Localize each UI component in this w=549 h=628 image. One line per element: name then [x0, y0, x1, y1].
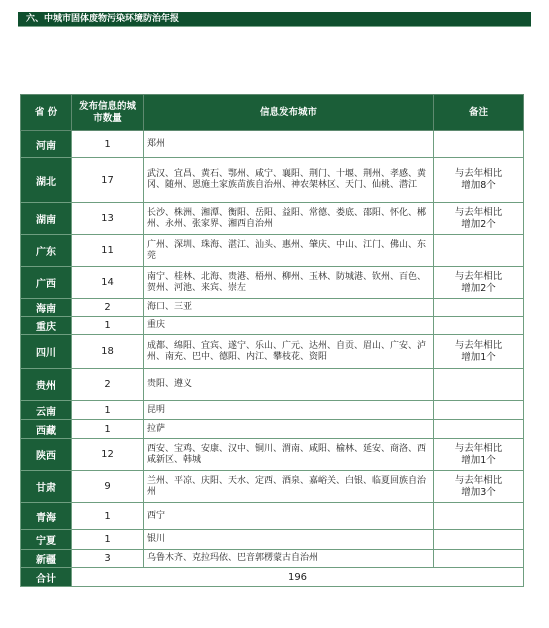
row-cities: 广州、深圳、珠海、湛江、汕头、惠州、肇庆、中山、江门、佛山、东莞 [144, 235, 434, 267]
row-cities: 西宁 [144, 503, 434, 530]
row-note [434, 503, 524, 530]
row-cities: 乌鲁木齐、克拉玛依、巴音郭楞蒙古自治州 [144, 550, 434, 568]
total-label: 合计 [21, 568, 72, 587]
table-header-row [21, 95, 524, 131]
table-row [21, 471, 524, 503]
row-province: 宁夏 [21, 530, 72, 550]
row-cities: 成都、绵阳、宜宾、遂宁、乐山、广元、达州、自贡、眉山、广安、泸州、南充、巴中、德阳、内江、攀枝花、资阳 [144, 335, 434, 369]
row-count: 14 [72, 267, 144, 299]
header-note: 备注 [434, 95, 524, 131]
row-cities: 兰州、平凉、庆阳、天水、定西、酒泉、嘉峪关、白银、临夏回族自治州 [144, 471, 434, 503]
row-count: 1 [72, 401, 144, 420]
table-row [21, 158, 524, 203]
row-note: 与去年相比 增加2个 [434, 203, 524, 235]
row-count: 9 [72, 471, 144, 503]
row-note [434, 550, 524, 568]
row-province: 广东 [21, 235, 72, 267]
table-row [21, 317, 524, 335]
row-cities: 海口、三亚 [144, 299, 434, 317]
table-footer-row [21, 568, 524, 587]
row-note [434, 317, 524, 335]
table-row [21, 420, 524, 439]
row-cities: 昆明 [144, 401, 434, 420]
row-count: 12 [72, 439, 144, 471]
row-count: 2 [72, 299, 144, 317]
table-row [21, 267, 524, 299]
row-note [434, 299, 524, 317]
row-province: 海南 [21, 299, 72, 317]
table-row [21, 203, 524, 235]
row-count: 18 [72, 335, 144, 369]
header-count: 发布信息的城 市数量 [72, 95, 144, 131]
row-count: 1 [72, 530, 144, 550]
row-note [434, 401, 524, 420]
row-province: 四川 [21, 335, 72, 369]
table-row [21, 550, 524, 568]
row-note [434, 369, 524, 401]
row-province: 青海 [21, 503, 72, 530]
table-row [21, 401, 524, 420]
row-note: 与去年相比 增加2个 [434, 267, 524, 299]
row-cities: 长沙、株洲、湘潭、衡阳、岳阳、益阳、常德、娄底、邵阳、怀化、郴州、永州、张家界、湘西自治州 [144, 203, 434, 235]
header-divider [18, 26, 531, 27]
row-count: 11 [72, 235, 144, 267]
table-row [21, 369, 524, 401]
row-province: 湖南 [21, 203, 72, 235]
header-province: 省 份 [21, 95, 72, 131]
row-province: 陕西 [21, 439, 72, 471]
row-note: 与去年相比 增加8个 [434, 158, 524, 203]
row-province: 甘肃 [21, 471, 72, 503]
row-note [434, 235, 524, 267]
section-header [18, 12, 531, 26]
row-province: 广西 [21, 267, 72, 299]
row-count: 1 [72, 317, 144, 335]
row-note [434, 530, 524, 550]
row-count: 1 [72, 420, 144, 439]
row-count: 1 [72, 503, 144, 530]
city-info-table [20, 94, 524, 587]
row-cities: 西安、宝鸡、安康、汉中、铜川、渭南、咸阳、榆林、延安、商洛、西咸新区、韩城 [144, 439, 434, 471]
row-note: 与去年相比 增加1个 [434, 439, 524, 471]
row-count: 1 [72, 131, 144, 158]
table-row [21, 131, 524, 158]
table-row [21, 299, 524, 317]
row-province: 重庆 [21, 317, 72, 335]
header-cities: 信息发布城市 [144, 95, 434, 131]
total-value: 196 [72, 568, 524, 587]
row-province: 云南 [21, 401, 72, 420]
row-note [434, 131, 524, 158]
table-row [21, 439, 524, 471]
table-row [21, 235, 524, 267]
row-province: 新疆 [21, 550, 72, 568]
row-count: 2 [72, 369, 144, 401]
table-row [21, 335, 524, 369]
row-count: 3 [72, 550, 144, 568]
row-cities: 武汉、宜昌、黄石、鄂州、咸宁、襄阳、荆门、十堰、荆州、孝感、黄冈、随州、恩施土家族苗族自治州、神农架林区、天门、仙桃、潜江 [144, 158, 434, 203]
row-cities: 郑州 [144, 131, 434, 158]
table-row [21, 530, 524, 550]
row-cities: 重庆 [144, 317, 434, 335]
row-province: 河南 [21, 131, 72, 158]
row-cities: 南宁、桂林、北海、贵港、梧州、柳州、玉林、防城港、钦州、百色、贺州、河池、来宾、崇左 [144, 267, 434, 299]
row-cities: 贵阳、遵义 [144, 369, 434, 401]
row-note [434, 420, 524, 439]
row-province: 西藏 [21, 420, 72, 439]
table-row [21, 503, 524, 530]
row-count: 17 [72, 158, 144, 203]
row-province: 贵州 [21, 369, 72, 401]
row-province: 湖北 [21, 158, 72, 203]
row-cities: 银川 [144, 530, 434, 550]
row-note: 与去年相比 增加3个 [434, 471, 524, 503]
row-note: 与去年相比 增加1个 [434, 335, 524, 369]
row-count: 13 [72, 203, 144, 235]
row-cities: 拉萨 [144, 420, 434, 439]
section-title: 六、中城市固体废物污染环境防治年报 [26, 14, 180, 24]
